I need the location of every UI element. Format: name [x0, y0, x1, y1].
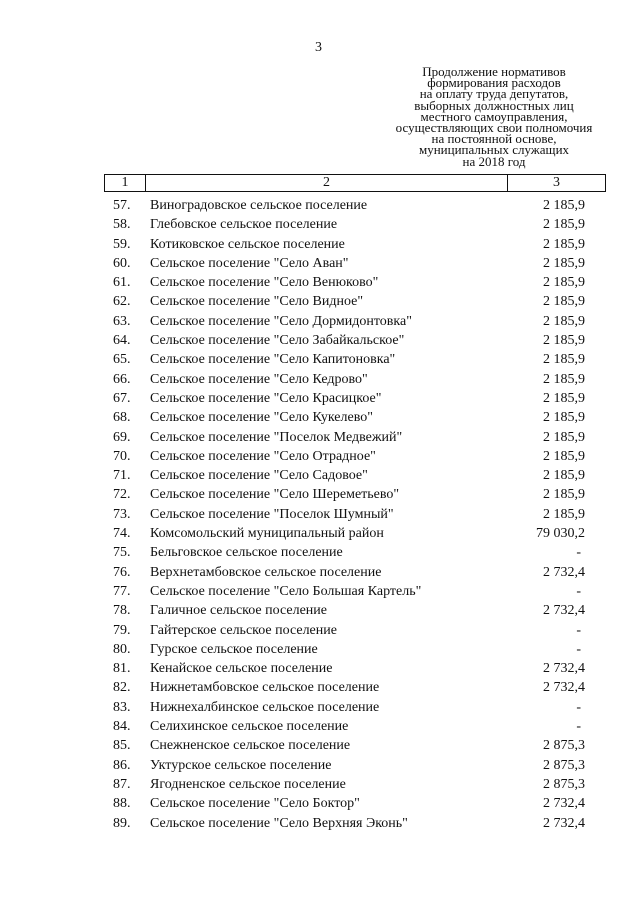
table-row	[0, 350, 637, 369]
municipality-name: Гурское сельское поселение	[150, 641, 318, 657]
row-value: 2 185,9	[543, 390, 585, 406]
row-value: 2 185,9	[543, 487, 585, 503]
row-value: 2 185,9	[543, 333, 585, 349]
municipality-name: Сельское поселение "Поселок Шумный"	[150, 506, 394, 522]
row-value: 2 185,9	[543, 236, 585, 252]
municipality-name: Снежненское сельское поселение	[150, 738, 351, 754]
municipality-name: Сельское поселение "Село Забайкальское"	[150, 333, 405, 349]
row-value: 2 732,4	[543, 796, 585, 812]
municipality-name: Сельское поселение "Село Верхняя Эконь"	[150, 815, 408, 831]
row-value: 2 185,9	[543, 506, 585, 522]
column-header-value: 3	[553, 175, 560, 190]
header-line: местного самоуправления,	[420, 108, 568, 124]
row-value: -	[576, 719, 581, 735]
municipality-name: Котиковское сельское поселение	[150, 236, 345, 252]
row-number: 62.	[113, 294, 131, 310]
header-line: на постоянной основе,	[431, 131, 557, 147]
municipality-name: Виноградовское сельское поселение	[150, 198, 368, 213]
table-row	[0, 563, 637, 582]
row-number: 74.	[113, 526, 131, 542]
row-number: 64.	[113, 333, 131, 349]
header-line: выборных должностных лиц	[414, 97, 574, 113]
municipality-name: Кенайское сельское поселение	[150, 661, 333, 677]
table-row	[0, 601, 637, 620]
row-number: 76.	[113, 564, 131, 580]
table-row	[0, 736, 637, 755]
municipality-name: Сельское поселение "Село Отрадное"	[150, 448, 376, 464]
header-line: формирования расходов	[427, 75, 561, 91]
row-number: 57.	[113, 198, 131, 213]
municipality-name: Комсомольский муниципальный район	[150, 526, 384, 542]
row-number: 88.	[113, 796, 131, 812]
municipality-name: Сельское поселение "Село Шереметьево"	[150, 487, 400, 503]
table-row	[0, 717, 637, 736]
table-row	[0, 485, 637, 504]
row-value: 2 875,3	[543, 757, 585, 773]
row-value: 2 185,9	[543, 255, 585, 271]
row-value: 2 185,9	[543, 294, 585, 310]
table-row	[0, 408, 637, 427]
table-row	[0, 331, 637, 350]
row-number: 65.	[113, 352, 131, 368]
table-row	[0, 524, 637, 543]
table-row	[0, 678, 637, 697]
table-row	[0, 794, 637, 813]
municipality-name: Сельское поселение "Село Садовое"	[150, 468, 368, 484]
row-value: -	[576, 622, 581, 638]
header-line: на оплату труда депутатов,	[419, 86, 569, 102]
table-row	[0, 370, 637, 389]
table-continuation-header	[379, 66, 609, 167]
row-number: 86.	[113, 757, 131, 773]
row-number: 71.	[113, 468, 131, 484]
table-row	[0, 640, 637, 659]
municipality-name: Сельское поселение "Село Аван"	[150, 255, 349, 271]
table-row	[0, 215, 637, 234]
row-number: 84.	[113, 719, 131, 735]
row-number: 59.	[113, 236, 131, 252]
municipality-name: Селихинское сельское поселение	[150, 719, 349, 735]
municipality-name: Ягодненское сельское поселение	[150, 776, 346, 792]
row-value: 2 185,9	[543, 468, 585, 484]
table-row	[0, 389, 637, 408]
municipality-name: Сельское поселение "Село Венюково"	[150, 275, 379, 291]
row-value: 79 030,2	[536, 526, 585, 542]
table-row	[0, 698, 637, 717]
header-line: муниципальных служащих	[418, 142, 570, 158]
row-value: 2 875,3	[543, 738, 585, 754]
row-value: -	[576, 583, 581, 599]
table-row	[0, 775, 637, 794]
row-number: 73.	[113, 506, 131, 522]
row-value: 2 875,3	[543, 776, 585, 792]
table-body	[0, 196, 637, 833]
table-row	[0, 292, 637, 311]
municipality-name: Сельское поселение "Село Капитоновка"	[150, 352, 396, 368]
municipality-name: Гайтерское сельское поселение	[150, 622, 337, 638]
row-value: 2 185,9	[543, 410, 585, 426]
table-row	[0, 273, 637, 292]
table-row	[0, 814, 637, 833]
table-row	[0, 756, 637, 775]
row-value: 2 732,4	[543, 661, 585, 677]
row-value: 2 185,9	[543, 275, 585, 291]
municipality-name: Сельское поселение "Село Кукелево"	[150, 410, 373, 426]
row-value: 2 185,9	[543, 313, 585, 329]
row-number: 60.	[113, 255, 131, 271]
municipality-name: Уктурское сельское поселение	[150, 757, 332, 773]
row-number: 66.	[113, 371, 131, 387]
table-header	[104, 174, 606, 192]
table-row	[0, 196, 637, 215]
row-value: 2 732,4	[543, 564, 585, 580]
table-row	[0, 447, 637, 466]
header-line: на 2018 год	[462, 153, 526, 169]
row-number: 79.	[113, 622, 131, 638]
table-row	[0, 466, 637, 485]
row-number: 69.	[113, 429, 131, 445]
row-number: 67.	[113, 390, 131, 406]
page-number: 3	[315, 40, 322, 55]
municipality-name: Сельское поселение "Село Кедрово"	[150, 371, 368, 387]
header-line: Продолжение нормативов	[422, 64, 566, 79]
row-number: 80.	[113, 641, 131, 657]
row-value: 2 185,9	[543, 448, 585, 464]
row-value: 2 185,9	[543, 352, 585, 368]
municipality-name: Нижнехалбинское сельское поселение	[150, 699, 380, 715]
municipality-name: Сельское поселение "Село Красицкое"	[150, 390, 382, 406]
column-header-name: 2	[146, 175, 508, 191]
municipality-name: Верхнетамбовское сельское поселение	[150, 564, 382, 580]
municipality-name: Галичное сельское поселение	[150, 603, 327, 619]
row-number: 75.	[113, 545, 131, 561]
table-row	[0, 505, 637, 524]
row-value: 2 732,4	[543, 603, 585, 619]
table-row	[0, 659, 637, 678]
row-number: 68.	[113, 410, 131, 426]
municipality-name: Нижнетамбовское сельское поселение	[150, 680, 380, 696]
row-number: 82.	[113, 680, 131, 696]
row-number: 83.	[113, 699, 131, 715]
table-row	[0, 312, 637, 331]
column-header-number: 1	[105, 175, 146, 191]
municipality-name: Сельское поселение "Поселок Медвежий"	[150, 429, 403, 445]
table-row	[0, 254, 637, 273]
row-value: 2 185,9	[543, 429, 585, 445]
row-value: -	[576, 545, 581, 561]
municipality-name: Сельское поселение "Село Видное"	[150, 294, 364, 310]
municipality-name: Бельговское сельское поселение	[150, 545, 343, 561]
row-number: 61.	[113, 275, 131, 291]
municipality-name: Сельское поселение "Село Боктор"	[150, 796, 360, 812]
table-row	[0, 235, 637, 254]
table-row	[0, 428, 637, 447]
row-number: 81.	[113, 661, 131, 677]
row-number: 72.	[113, 487, 131, 503]
row-value: 2 732,4	[543, 815, 585, 831]
table-row	[0, 621, 637, 640]
row-number: 63.	[113, 313, 131, 329]
row-number: 78.	[113, 603, 131, 619]
header-line: осуществляющих свои полномочия	[395, 120, 593, 136]
row-value: -	[576, 641, 581, 657]
municipality-name: Сельское поселение "Село Большая Картель"	[150, 583, 422, 599]
row-number: 85.	[113, 738, 131, 754]
row-number: 87.	[113, 776, 131, 792]
row-number: 58.	[113, 217, 131, 233]
table-row	[0, 543, 637, 562]
row-value: -	[576, 699, 581, 715]
row-number: 89.	[113, 815, 131, 831]
row-value: 2 185,9	[543, 217, 585, 233]
municipality-name: Глебовское сельское поселение	[150, 217, 338, 233]
municipality-name: Сельское поселение "Село Дормидонтовка"	[150, 313, 412, 329]
row-number: 70.	[113, 448, 131, 464]
row-value: 2 185,9	[543, 371, 585, 387]
table-row	[0, 582, 637, 601]
row-value: 2 732,4	[543, 680, 585, 696]
row-number: 77.	[113, 583, 131, 599]
row-value: 2 185,9	[543, 198, 585, 213]
